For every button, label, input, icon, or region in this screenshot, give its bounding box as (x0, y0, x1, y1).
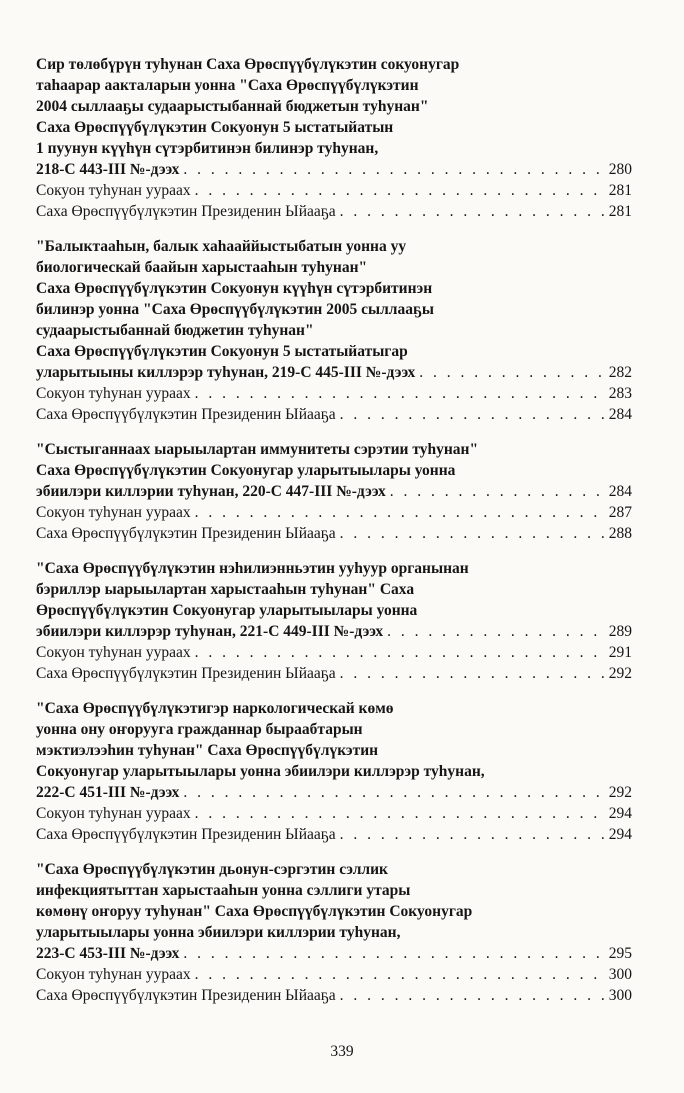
dot-leader (390, 481, 607, 502)
dot-leader (387, 621, 607, 642)
sub-line (36, 404, 632, 425)
sub-label: Сокуон туһунан уураах (36, 966, 191, 983)
entry-title-line: "Саха Өрөспүүбүлүкэтин нэһилиэнньэтин ууһуур органынан (36, 560, 469, 577)
page-ref: 282 (608, 364, 632, 381)
toc-entry (36, 698, 632, 845)
sub-line (36, 180, 632, 201)
entry-title-line: Өрөспүүбүлүкэтин Сокуонугар уларытыылары уонна (36, 602, 418, 619)
page-ref: 289 (608, 623, 632, 640)
entry-title-line: 2004 сыллааҕы судаарыстыбаннай бюджетын туһунан" (36, 98, 429, 115)
dot-leader (195, 642, 607, 663)
table-of-contents (36, 54, 632, 1020)
sub-label: Саха Өрөспүүбүлүкэтин Президенин Ыйааҕа (36, 203, 336, 220)
entry-title-line: "Сыстыганнаах ыарыылартан иммунитеты сэрэтии туһунан" (36, 441, 479, 458)
law-number: уларытыыны киллэрэр туһунан, 219-С 445-III №-дээх (36, 364, 416, 381)
dot-leader (195, 180, 607, 201)
page-ref: 294 (608, 805, 632, 822)
page-ref: 281 (608, 203, 632, 220)
dot-leader (183, 782, 606, 803)
page-ref: 292 (608, 665, 632, 682)
entry-title-line: биологическай баайын харыстааһын туһунан" (36, 259, 368, 276)
entry-title-line: судаарыстыбаннай бюджетин туһунан" (36, 322, 314, 339)
entry-title-line: инфекциятыттан харыстааһын уонна сэллиги утары (36, 882, 411, 899)
toc-entry (36, 439, 632, 544)
page-ref: 294 (608, 826, 632, 843)
sub-label: Сокуон туһунан уураах (36, 385, 191, 402)
entry-title-line: билинэр уонна "Саха Өрөспүүбүлүкэтин 2005 сыллааҕы (36, 301, 434, 318)
entry-title-line: уларытыылары уонна эбиилэри киллэрии туһунан, (36, 924, 401, 941)
law-line (36, 481, 632, 502)
entry-title-line: "Саха Өрөспүүбүлүкэтин дьонун-сэргэтин сэллик (36, 861, 388, 878)
page-ref: 291 (608, 644, 632, 661)
toc-entry (36, 859, 632, 1006)
page-ref: 288 (608, 525, 632, 542)
entry-title-line: бэриллэр ыарыылартан харыстааһын туһунан" Саха (36, 581, 415, 598)
sub-label: Саха Өрөспүүбүлүкэтин Президенин Ыйааҕа (36, 525, 336, 542)
law-number: эбиилэри киллэрии туһунан, 220-С 447-III №-дээх (36, 483, 386, 500)
law-line (36, 943, 632, 964)
entry-title-line: Саха Өрөспүүбүлүкэтин Сокуонун 5 ыстатыйатын (36, 119, 394, 136)
sub-line (36, 642, 632, 663)
dot-leader (195, 803, 607, 824)
sub-line (36, 523, 632, 544)
entry-title-line: Сир төлөбүрүн туһунан Саха Өрөспүүбүлүкэтин сокуонугар (36, 56, 460, 73)
page-ref: 300 (608, 966, 632, 983)
dot-leader (340, 824, 607, 845)
dot-leader (195, 502, 607, 523)
sub-label: Сокуон туһунан уураах (36, 805, 191, 822)
dot-leader (195, 964, 607, 985)
page-ref: 280 (608, 161, 632, 178)
dot-leader (340, 201, 607, 222)
toc-entry (36, 558, 632, 684)
dot-leader (419, 362, 606, 383)
sub-line (36, 201, 632, 222)
entry-title-line: таһаарар аакталарын уонна "Саха Өрөспүүбүлүкэтин (36, 77, 419, 94)
dot-leader (340, 404, 607, 425)
sub-label: Сокуон туһунан уураах (36, 182, 191, 199)
sub-label: Сокуон туһунан уураах (36, 504, 191, 521)
entry-title-line: Сокуонугар уларытыылары уонна эбиилэри киллэрэр туһунан, (36, 763, 485, 780)
page-ref: 300 (608, 987, 632, 1004)
entry-title-line: мэктиэлээһин туһунан" Саха Өрөспүүбүлүкэтин (36, 742, 379, 759)
page-number: 339 (330, 1043, 354, 1060)
dot-leader (340, 663, 607, 684)
entry-title-line: уонна ону оҥорууга гражданнар быраабтарын (36, 721, 363, 738)
sub-line (36, 824, 632, 845)
sub-line (36, 383, 632, 404)
entry-title-line: Саха Өрөспүүбүлүкэтин Сокуонун күүһүн сүтэрбитинэн (36, 280, 433, 297)
sub-line (36, 663, 632, 684)
entry-title-line: көмөнү оҥоруу туһунан" Саха Өрөспүүбүлүкэтин Сокуонугар (36, 903, 473, 920)
page-ref: 283 (608, 385, 632, 402)
sub-label: Саха Өрөспүүбүлүкэтин Президенин Ыйааҕа (36, 826, 336, 843)
law-number: 222-С 451-III №-дээх (36, 784, 180, 801)
law-line (36, 782, 632, 803)
dot-leader (195, 383, 607, 404)
page-ref: 281 (608, 182, 632, 199)
sub-label: Сокуон туһунан уураах (36, 644, 191, 661)
law-number: 223-С 453-III №-дээх (36, 945, 180, 962)
law-line (36, 159, 632, 180)
dot-leader (340, 985, 607, 1006)
sub-line (36, 803, 632, 824)
dot-leader (183, 159, 606, 180)
page-ref: 287 (608, 504, 632, 521)
toc-entry (36, 54, 632, 222)
law-number: эбиилэри киллэрэр туһунан, 221-С 449-III №-дээх (36, 623, 384, 640)
sub-label: Саха Өрөспүүбүлүкэтин Президенин Ыйааҕа (36, 665, 336, 682)
sub-label: Саха Өрөспүүбүлүкэтин Президенин Ыйааҕа (36, 987, 336, 1004)
sub-line (36, 985, 632, 1006)
dot-leader (340, 523, 607, 544)
page-ref: 284 (608, 483, 632, 500)
entry-title-line: Саха Өрөспүүбүлүкэтин Сокуонун 5 ыстатыйатыгар (36, 343, 408, 360)
dot-leader (183, 943, 606, 964)
sub-line (36, 502, 632, 523)
law-line (36, 362, 632, 383)
toc-entry (36, 236, 632, 425)
entry-title-line: "Саха Өрөспүүбүлүкэтигэр наркологическай көмө (36, 700, 394, 717)
law-line (36, 621, 632, 642)
law-number: 218-С 443-III №-дээх (36, 161, 180, 178)
sub-line (36, 964, 632, 985)
page-ref: 295 (608, 945, 632, 962)
page-ref: 292 (608, 784, 632, 801)
entry-title-line: Саха Өрөспүүбүлүкэтин Сокуонугар уларытыылары уонна (36, 462, 456, 479)
entry-title-line: 1 пуунун күүһүн сүтэрбитинэн билинэр туһунан, (36, 140, 379, 157)
sub-label: Саха Өрөспүүбүлүкэтин Президенин Ыйааҕа (36, 406, 336, 423)
page-ref: 284 (608, 406, 632, 423)
entry-title-line: "Балыктааһын, балык хаһааййыстыбатын уонна уу (36, 238, 407, 255)
